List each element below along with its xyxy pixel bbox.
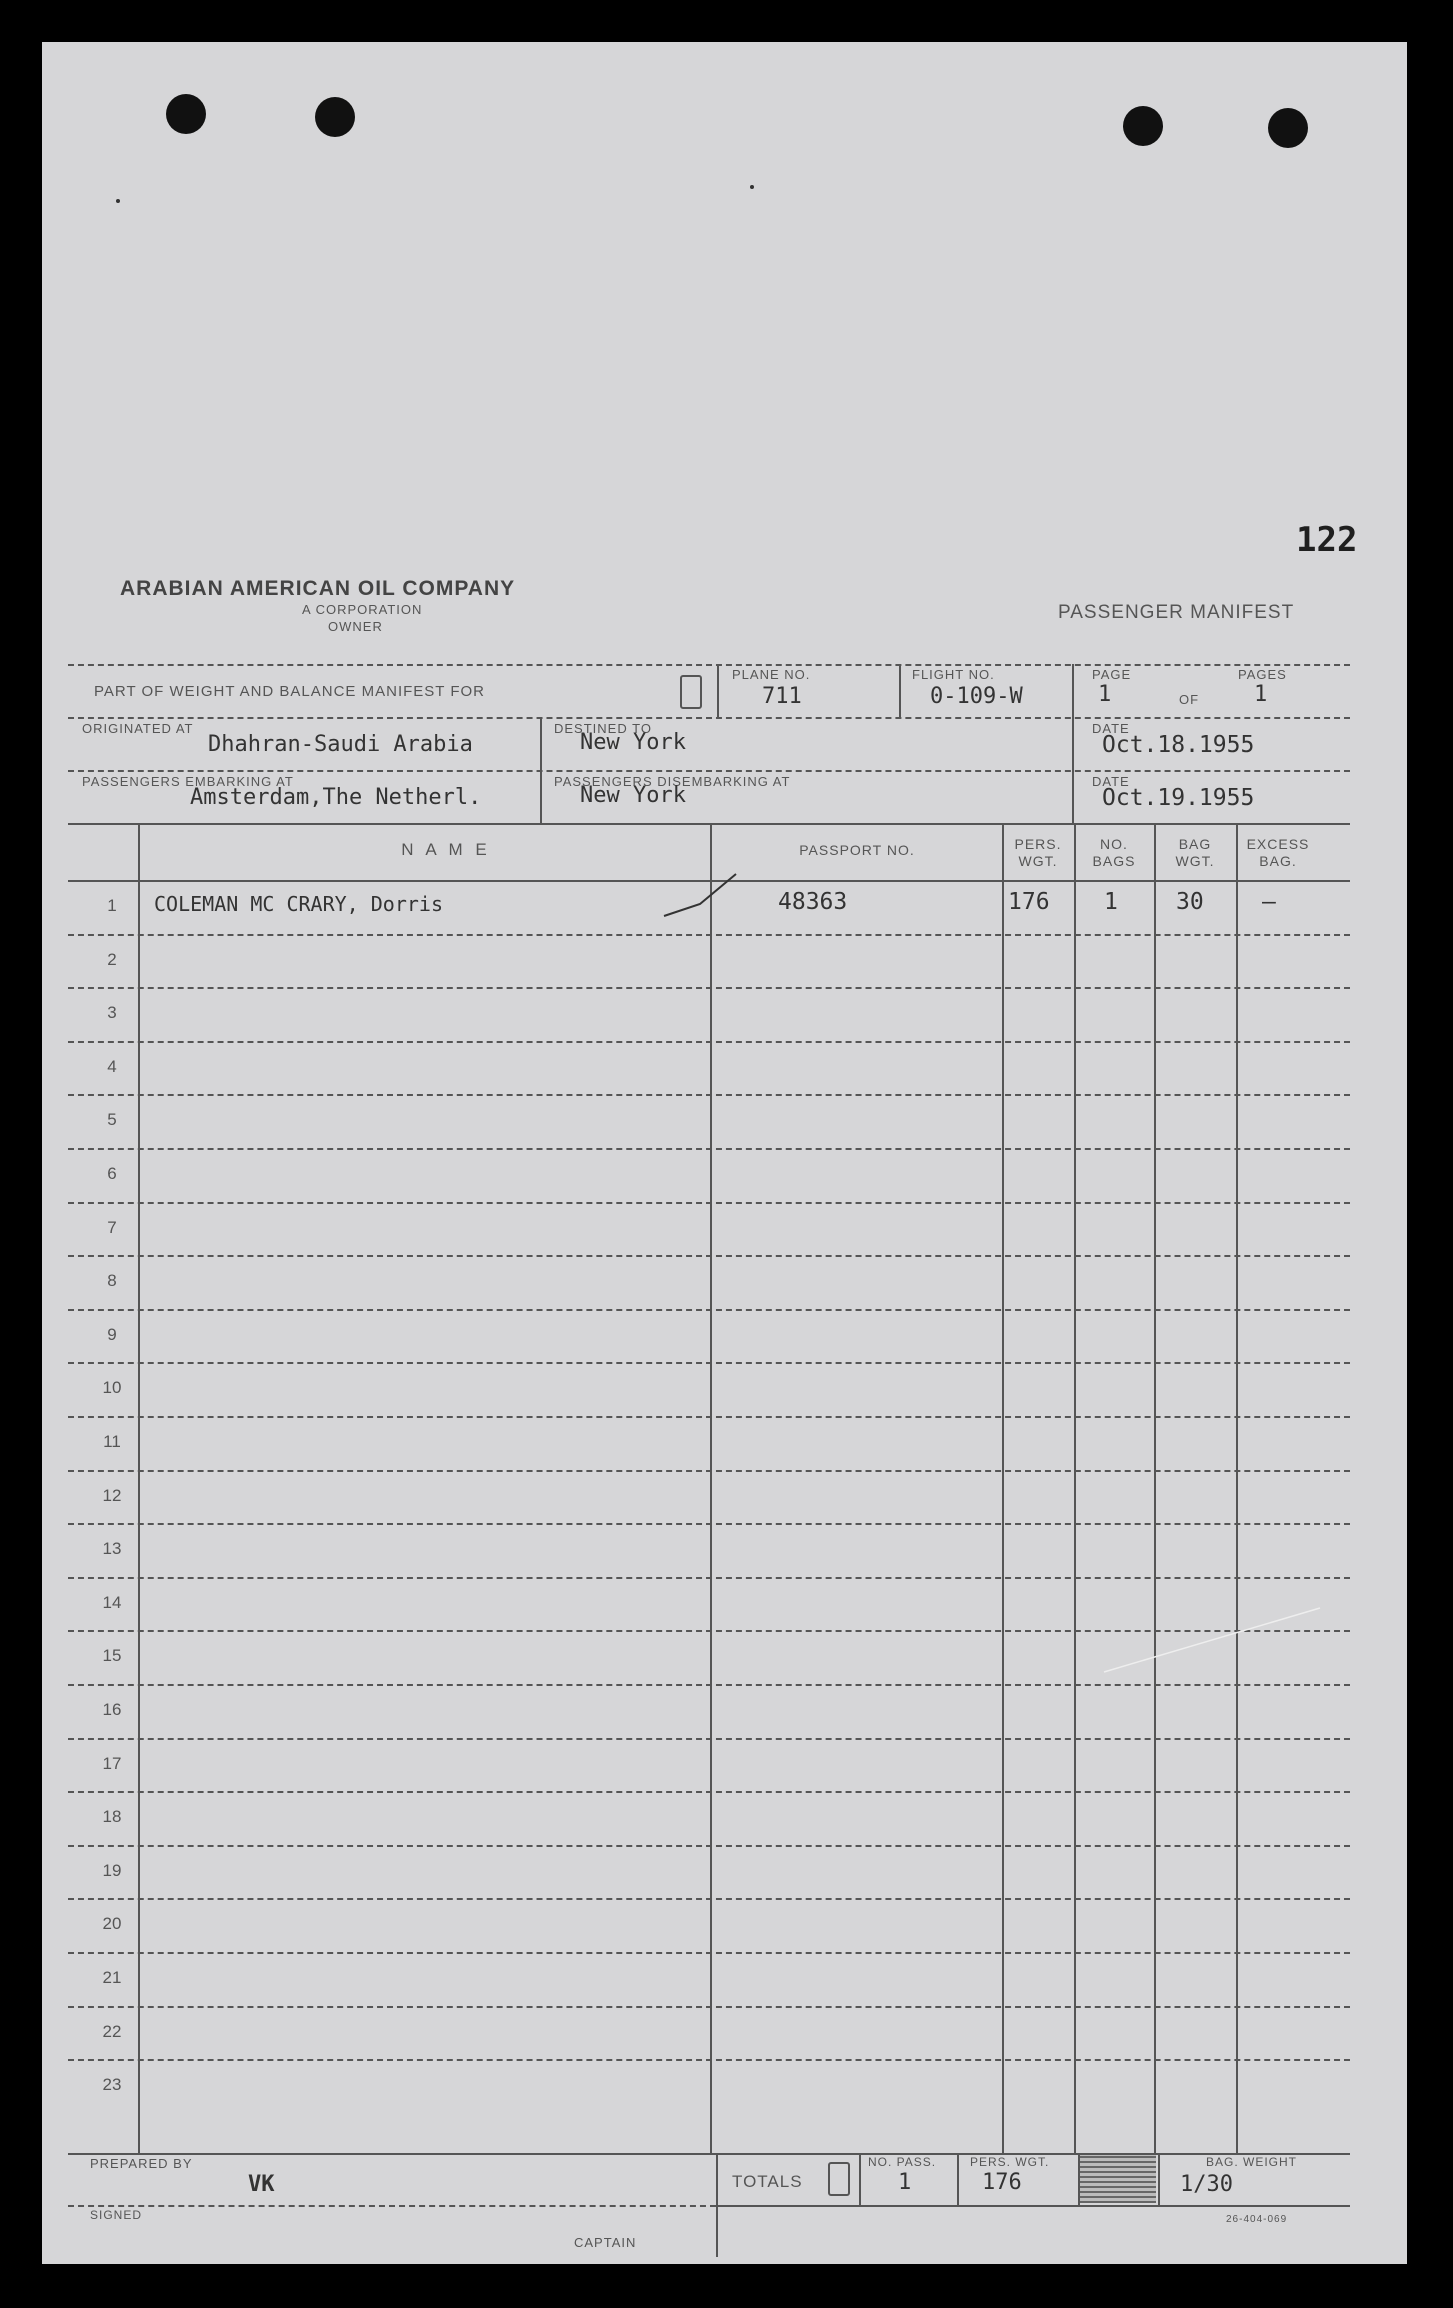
row-number: 17 <box>102 1753 122 1773</box>
excess-header-2: BAG. <box>1259 853 1297 869</box>
vline <box>1072 664 1074 823</box>
seal-mark <box>828 2162 850 2196</box>
check-mark <box>660 870 740 920</box>
plane-no-label: PLANE NO. <box>732 667 811 682</box>
page-value: 1 <box>1098 682 1112 707</box>
manifest-page <box>42 42 1407 2264</box>
pers-wgt-header-1: PERS. <box>1014 836 1062 852</box>
row-number: 8 <box>107 1271 117 1291</box>
row-line <box>68 1684 1350 1686</box>
no-pass-label: NO. PASS. <box>868 2155 937 2169</box>
date1: Oct.18.1955 <box>1102 732 1255 758</box>
row-number: 19 <box>102 1860 122 1880</box>
passenger-pers-wgt: 176 <box>1008 889 1050 915</box>
totals-label: TOTALS <box>732 2172 803 2191</box>
no-pass: 1 <box>898 2170 912 2195</box>
row-number: 5 <box>107 1110 117 1130</box>
passenger-no-bags: 1 <box>1104 889 1118 915</box>
passenger-name: COLEMAN MC CRARY, Dorris <box>154 892 443 916</box>
excess-header-1: EXCESS <box>1246 836 1310 852</box>
row-line <box>68 1309 1350 1311</box>
pers-wgt-header-2: WGT. <box>1018 853 1058 869</box>
hatched-box <box>1080 2155 1156 2203</box>
row-number: 20 <box>102 1914 122 1934</box>
vline <box>899 664 901 717</box>
row-line <box>68 1845 1350 1847</box>
passenger-passport: 48363 <box>778 889 848 915</box>
date1-label: DATE <box>1092 721 1130 736</box>
originated: Dhahran-Saudi Arabia <box>208 732 473 757</box>
row-line <box>68 1148 1350 1150</box>
punch-hole <box>1268 108 1308 148</box>
name-column-header: N A M E <box>401 840 491 859</box>
punch-hole <box>315 97 355 137</box>
row-line <box>68 1041 1350 1043</box>
seal-mark <box>680 675 702 709</box>
page-number: 122 <box>1296 520 1358 560</box>
row-number: 11 <box>103 1432 121 1451</box>
disembarking-label: PASSENGERS DISEMBARKING AT <box>554 774 791 789</box>
row-number: 21 <box>102 1968 122 1987</box>
row-number: 2 <box>107 949 117 969</box>
row-number: 6 <box>107 1164 117 1183</box>
header-bottom-line <box>68 823 1350 825</box>
company-line2: A CORPORATION <box>302 602 423 617</box>
punch-hole <box>166 94 206 134</box>
bag-weight: 1/30 <box>1180 2172 1233 2197</box>
row-number: 9 <box>107 1324 117 1344</box>
row-number: 7 <box>107 1217 117 1237</box>
row-line <box>68 1952 1350 1954</box>
bag-weight-label: BAG. WEIGHT <box>1206 2155 1298 2169</box>
passenger-excess: – <box>1262 889 1276 915</box>
passport-column-header: PASSPORT NO. <box>799 842 915 858</box>
row-line <box>68 2059 1350 2061</box>
vline <box>717 664 719 717</box>
row-line <box>68 1202 1350 1204</box>
originated-label: ORIGINATED AT <box>82 721 194 736</box>
bag-wgt-header-2: WGT. <box>1175 853 1215 869</box>
row-number: 22 <box>102 2021 122 2041</box>
disembarking: New York <box>580 783 686 808</box>
row-line <box>68 1523 1350 1525</box>
row-number: 4 <box>107 1056 117 1076</box>
row-line <box>68 1577 1350 1579</box>
row-line <box>68 1898 1350 1900</box>
passenger-bag-wgt: 30 <box>1176 889 1204 915</box>
pages-value: 1 <box>1254 682 1268 707</box>
row-line <box>68 1470 1350 1472</box>
no-bags-header-2: BAGS <box>1092 853 1136 869</box>
of-label: OF <box>1179 692 1200 707</box>
punch-hole <box>1123 106 1163 146</box>
header-line-3 <box>68 770 1350 772</box>
signed-label: SIGNED <box>90 2208 143 2222</box>
destined: New York <box>580 730 686 755</box>
vline <box>1158 2153 1160 2205</box>
row-number: 1 <box>107 896 117 915</box>
plane-no: 711 <box>762 684 802 709</box>
form-title: PASSENGER MANIFEST <box>1058 602 1295 623</box>
prepared-by: VK <box>248 2172 275 2197</box>
row-line <box>68 987 1350 989</box>
header-top-line <box>68 664 1350 666</box>
row-number: 23 <box>102 2075 122 2095</box>
vline <box>957 2153 959 2205</box>
row-number: 14 <box>102 1592 122 1612</box>
pers-wgt-total: 176 <box>982 2170 1022 2195</box>
date2-label: DATE <box>1092 774 1130 789</box>
row-number: 16 <box>102 1700 122 1719</box>
part-of-label: PART OF WEIGHT AND BALANCE MANIFEST FOR <box>94 683 486 700</box>
signed-line <box>68 2205 716 2207</box>
row-number: 10 <box>102 1378 122 1398</box>
row-line <box>68 2006 1350 2008</box>
footer-line <box>716 2205 1350 2207</box>
captain-label: CAPTAIN <box>574 2235 637 2250</box>
row-number: 3 <box>107 1003 117 1023</box>
row-number: 13 <box>102 1539 122 1559</box>
company-line3: OWNER <box>328 619 383 634</box>
form-code: 26-404-069 <box>1226 2214 1288 2225</box>
row-number: 12 <box>102 1485 122 1505</box>
vline <box>859 2153 861 2205</box>
row-line <box>68 1738 1350 1740</box>
bag-wgt-header-1: BAG <box>1178 836 1212 852</box>
row-line <box>68 1362 1350 1364</box>
pers-wgt-total-label: PERS. WGT. <box>970 2155 1050 2169</box>
company-name: ARABIAN AMERICAN OIL COMPANY <box>120 577 516 600</box>
vline <box>540 717 542 823</box>
speck <box>750 185 754 189</box>
row-line <box>68 1416 1350 1418</box>
row-number: 15 <box>102 1646 122 1666</box>
flight-no-label: FLIGHT NO. <box>912 667 995 682</box>
row-line <box>68 934 1350 936</box>
page-label: PAGE <box>1092 667 1132 682</box>
speck <box>116 199 120 203</box>
header-line-2 <box>68 717 1350 719</box>
row-line <box>68 1094 1350 1096</box>
row-line <box>68 1791 1350 1793</box>
row-line <box>68 1255 1350 1257</box>
date2: Oct.19.1955 <box>1102 785 1255 811</box>
flight-no: 0-109-W <box>930 684 1023 709</box>
no-bags-header-1: NO. <box>1100 836 1128 852</box>
embarking-label: PASSENGERS EMBARKING AT <box>82 774 294 789</box>
destined-label: DESTINED TO <box>554 721 652 736</box>
prepared-by-label: PREPARED BY <box>90 2156 193 2171</box>
stray-mark <box>1102 1602 1322 1682</box>
embarking: Amsterdam,The Netherl. <box>190 785 482 810</box>
pages-label: PAGES <box>1238 667 1287 682</box>
row-number: 18 <box>102 1807 122 1827</box>
